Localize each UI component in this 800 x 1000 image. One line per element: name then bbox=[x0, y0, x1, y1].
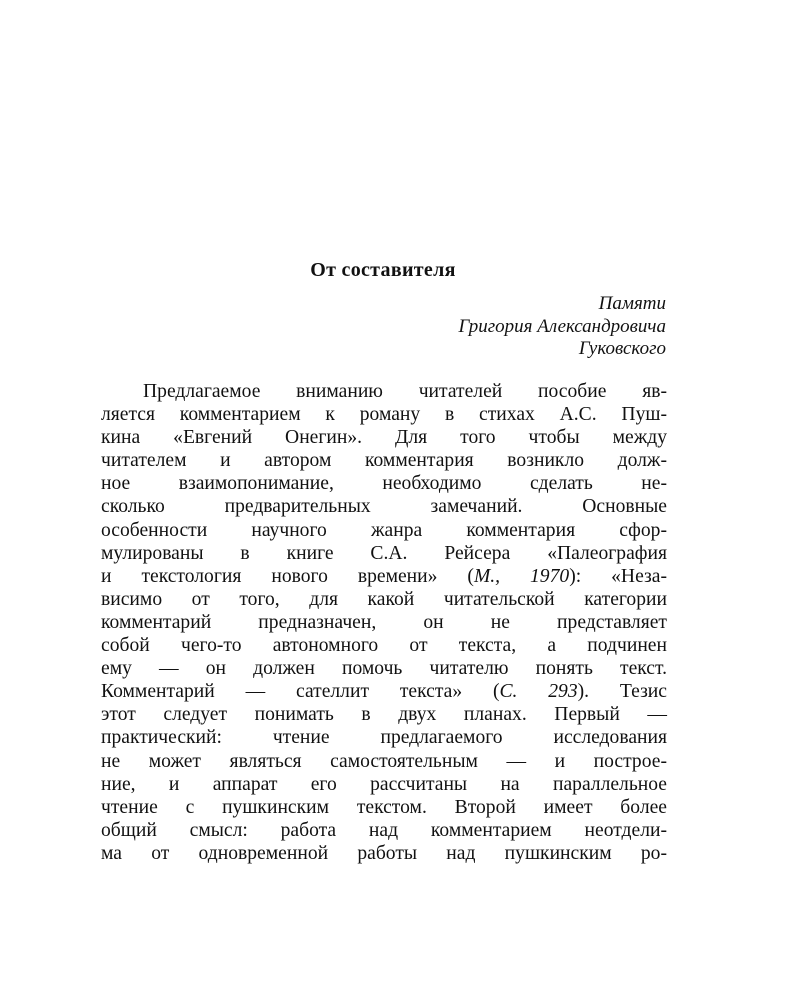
text-line: особенности научного жанра комментария сфор- bbox=[101, 519, 667, 541]
text-segment: ): «Неза- bbox=[569, 565, 667, 587]
citation-italic: М., 1970 bbox=[473, 565, 570, 587]
text-line: собой чего-то автономного от текста, а подчинен bbox=[101, 635, 667, 657]
text-line: ляется комментарием к роману в стихах А.С. Пуш- bbox=[101, 404, 667, 426]
dedication-line: Григория Александровича bbox=[458, 315, 666, 337]
text-line bbox=[101, 680, 667, 703]
text-line: ма от одновременной работы над пушкинским ро- bbox=[101, 842, 667, 864]
dedication-line: Гуковского bbox=[578, 338, 666, 359]
page-title: От составителя bbox=[310, 259, 456, 281]
text-line: чтение с пушкинским текстом. Второй имеет более bbox=[101, 796, 667, 818]
text-line: общий смысл: работа над комментарием неотдели- bbox=[101, 819, 667, 841]
text-line: читателем и автором комментария возникло долж- bbox=[101, 450, 667, 472]
text-line: ное взаимопонимание, необходимо сделать не- bbox=[101, 473, 667, 495]
text-line: не может являться самостоятельным — и построе- bbox=[101, 750, 667, 772]
text-segment: ). Тезис bbox=[577, 681, 667, 703]
text-segment: и текстология нового времени» ( bbox=[101, 565, 474, 587]
dedication-line: Памяти bbox=[598, 293, 666, 314]
text-line: этот следует понимать в двух планах. Первый — bbox=[101, 704, 667, 726]
citation-italic: С. 293 bbox=[499, 681, 578, 703]
text-line: ему — он должен помочь читателю понять текст. bbox=[101, 658, 667, 680]
text-line: ние, и аппарат его рассчитаны на параллельное bbox=[101, 773, 667, 795]
dedication-epigraph bbox=[266, 293, 666, 361]
text-line: практический: чтение предлагаемого исследования bbox=[101, 727, 667, 749]
text-segment: Комментарий — сателлит текста» ( bbox=[101, 681, 500, 703]
text-line: висимо от того, для какой читательской категории bbox=[101, 588, 667, 610]
text-line: комментарий предназначен, он не представляет bbox=[101, 611, 667, 633]
text-line bbox=[101, 565, 667, 588]
text-line: кина «Евгений Онегин». Для того чтобы между bbox=[101, 427, 667, 449]
body-paragraph bbox=[101, 380, 667, 865]
text-line: мулированы в книге С.А. Рейсера «Палеография bbox=[101, 542, 667, 564]
text-line: Предлагаемое вниманию читателей пособие яв- bbox=[143, 381, 667, 402]
text-line: сколько предварительных замечаний. Основные bbox=[101, 496, 667, 518]
